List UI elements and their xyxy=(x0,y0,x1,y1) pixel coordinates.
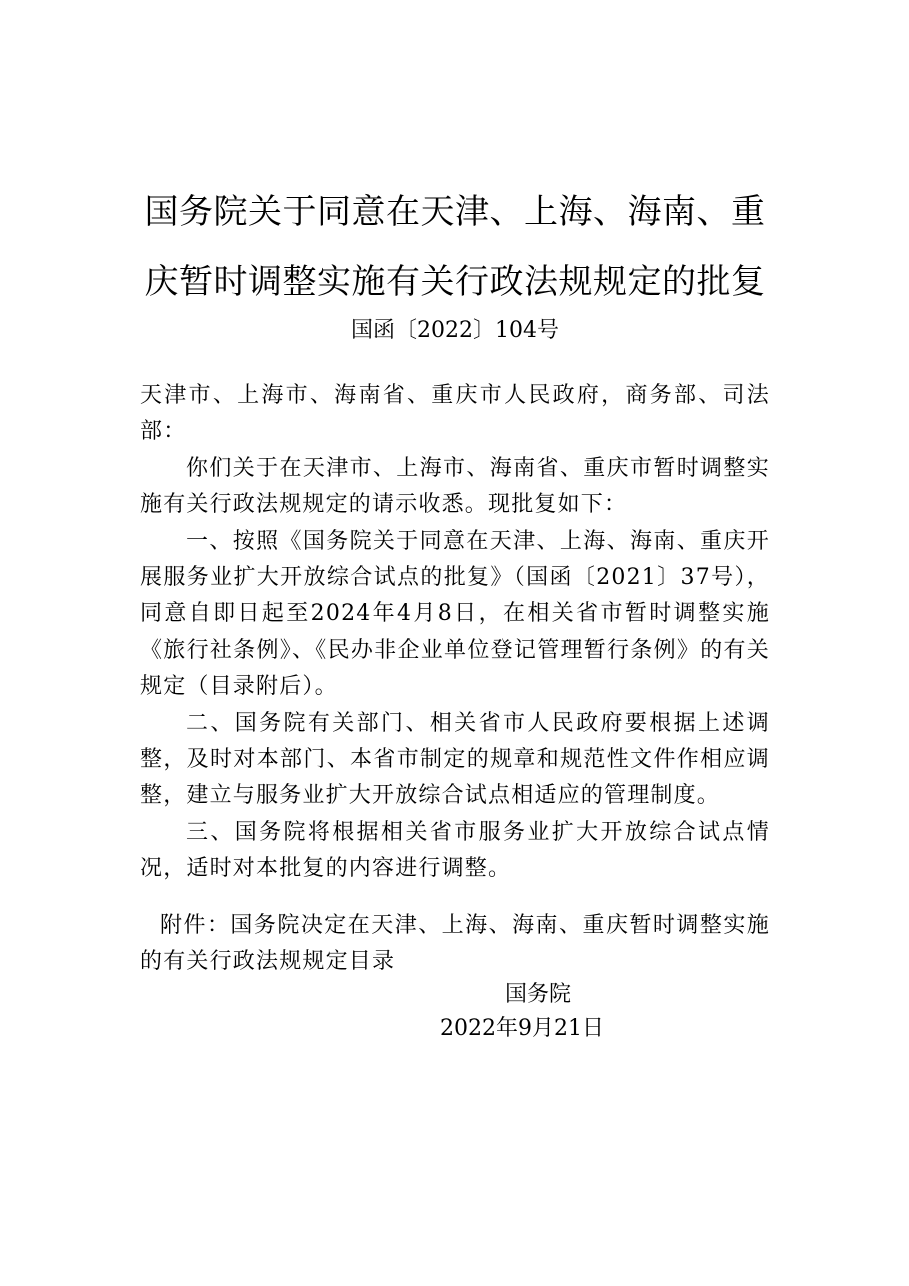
paragraph-item-2: 二、国务院有关部门、相关省市人民政府要根据上述调整，及时对本部门、本省市制定的规章和规范性文件作相应调整，建立与服务业扩大开放综合试点相适应的管理制度。 xyxy=(140,710,770,809)
document-body xyxy=(140,378,770,888)
document-title-line-2: 庆暂时调整实施有关行政法规规定的批复 xyxy=(144,262,766,302)
paragraph-item-1: 一、按照《国务院关于同意在天津、上海、海南、重庆开展服务业扩大开放综合试点的批复》（国函〔2021〕37号），同意自即日起至2024年4月8日，在相关省市暂时调整实施《旅行社条例》、《民办非企业单位登记管理暂行条例》的有关规定（目录附后）。 xyxy=(140,528,770,700)
attachment-note: 附件：国务院决定在天津、上海、海南、重庆暂时调整实施的有关行政法规规定目录 xyxy=(140,913,770,975)
paragraph-item-3: 三、国务院将根据相关省市服务业扩大开放综合试点情况，适时对本批复的内容进行调整。 xyxy=(140,819,770,882)
issuer-signature: 国务院 xyxy=(505,982,572,1007)
addressee: 天津市、上海市、海南省、重庆市人民政府，商务部、司法部： xyxy=(140,383,770,445)
document-number: 国函〔2022〕104号 xyxy=(351,318,559,343)
paragraph-intro: 你们关于在天津市、上海市、海南省、重庆市暂时调整实施有关行政法规规定的请示收悉。现批复如下： xyxy=(140,455,770,518)
issue-date: 2022年9月21日 xyxy=(440,1016,604,1041)
document-title-line-1: 国务院关于同意在天津、上海、海南、重 xyxy=(144,192,766,232)
